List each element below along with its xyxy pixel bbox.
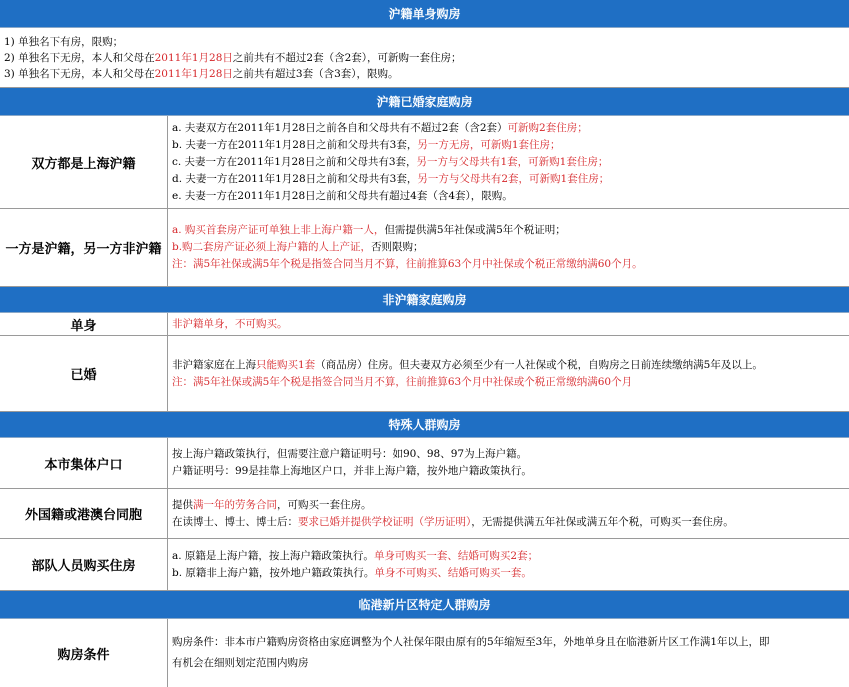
row-content [168, 116, 849, 208]
row-label: 单身 [0, 313, 168, 335]
section-body-local-single [0, 28, 849, 88]
rule-line: 3) 单独名下无房，本人和父母在2011年1月28日之前共有超过3套（含3套），限购。 [4, 67, 399, 80]
row-content [168, 619, 849, 687]
row-label: 本市集体户口 [0, 438, 168, 488]
section-header-local-single [0, 0, 849, 28]
row-label: 购房条件 [0, 619, 168, 687]
row-collective-hukou [0, 438, 849, 489]
section-title: 特殊人群购房 [388, 418, 461, 432]
rule-line: b. 原籍非上海户籍，按外地户籍政策执行。单身不可购买、结婚可购买一套。 [172, 566, 532, 579]
rule-line: b. 夫妻一方在2011年1月28日之前和父母共有3套，另一方无房，可新购1套住房； [172, 138, 561, 151]
row-both-local [0, 116, 849, 209]
row-content [168, 209, 849, 286]
row-nonlocal-married [0, 336, 849, 412]
row-mixed-local [0, 209, 849, 287]
rule-line: 在读博士、博士、博士后：要求已婚并提供学校证明（学历证明），无需提供满五年社保或满五年个税，可购买一套住房。 [172, 515, 734, 528]
section-header-local-married [0, 88, 849, 116]
row-foreigners [0, 489, 849, 539]
row-content [168, 313, 849, 335]
row-content [168, 539, 849, 590]
row-military [0, 539, 849, 591]
rule-line: 按上海户籍政策执行，但需要注意户籍证明号：如90、98、97为上海户籍。 [172, 448, 528, 460]
section-title: 非沪籍家庭购房 [382, 293, 467, 307]
rule-line: d. 夫妻一方在2011年1月28日之前和父母共有3套，另一方与父母共有2套，可新购1套住房； [172, 172, 610, 185]
rule-line: 非沪籍家庭在上海只能购买1套（商品房）住房。但夫妻双方必须至少有一人社保或个税，自购房之日前连续缴纳满5年及以上。 [172, 358, 763, 371]
section-header-special [0, 412, 849, 438]
rule-line: a. 购买首套房产证可单独上非上海户籍一人，但需提供满5年社保或满5年个税证明； [172, 224, 566, 236]
rule-line: 户籍证明号：99是挂靠上海地区户口，并非上海户籍，按外地户籍政策执行。 [172, 465, 532, 477]
rule-line: 2) 单独名下无房，本人和父母在2011年1月28日之前共有不超过2套（含2套），可新购一套住房； [4, 51, 462, 64]
row-lingang-conditions [0, 619, 849, 687]
row-content [168, 489, 849, 538]
rule-line: a. 夫妻双方在2011年1月28日之前各自和父母共有不超过2套（含2套）可新购2套住房； [172, 121, 588, 134]
section-header-nonlocal [0, 287, 849, 313]
rule-line: c. 夫妻一方在2011年1月28日之前和父母共有3套，另一方与父母共有1套，可新购1套住房； [172, 155, 609, 168]
rule-line: 有机会在细则划定范围内购房 [172, 657, 309, 669]
rule-line: b.购二套房产证必须上海户籍的人上产证，否则限购； [172, 241, 424, 253]
section-title: 沪籍已婚家庭购房 [376, 95, 473, 109]
row-nonlocal-single [0, 313, 849, 336]
row-label: 外国籍或港澳台同胞 [0, 489, 168, 538]
row-label: 已婚 [0, 336, 168, 411]
rule-line: 注：满5年社保或满5年个税是指签合同当月不算，往前推算63个月中社保或个税正常缴纳满60个月 [172, 375, 633, 388]
rule-line: 注：满5年社保或满5年个税是指签合同当月不算，往前推算63个月中社保或个税正常缴纳满60个月。 [172, 258, 643, 270]
rule-line: a. 原籍是上海户籍，按上海户籍政策执行。单身可购买一套、结婚可购买2套； [172, 549, 539, 562]
section-title: 沪籍单身购房 [388, 7, 461, 21]
rule-line: 1) 单独名下有房，限购； [4, 35, 124, 48]
row-content [168, 336, 849, 411]
section-header-lingang [0, 591, 849, 619]
row-label: 双方都是上海沪籍 [0, 116, 168, 208]
section-title: 临港新片区特定人群购房 [358, 598, 491, 612]
row-label: 部队人员购买住房 [0, 539, 168, 590]
local-single-rules [0, 28, 466, 87]
row-label: 一方是沪籍，另一方非沪籍 [0, 209, 168, 286]
rule-line: 购房条件：非本市户籍购房资格由家庭调整为个人社保年限由原有的5年缩短至3年，外地单身且在临港新片区工作满1年以上，即 [172, 636, 770, 648]
rule-line: 提供满一年的劳务合同，可购买一套住房。 [172, 498, 372, 511]
rule-line: e. 夫妻一方在2011年1月28日之前和父母共有超过4套（含4套），限购。 [172, 189, 513, 202]
rule-line: 非沪籍单身，不可购买。 [172, 317, 288, 330]
row-content [168, 438, 849, 488]
